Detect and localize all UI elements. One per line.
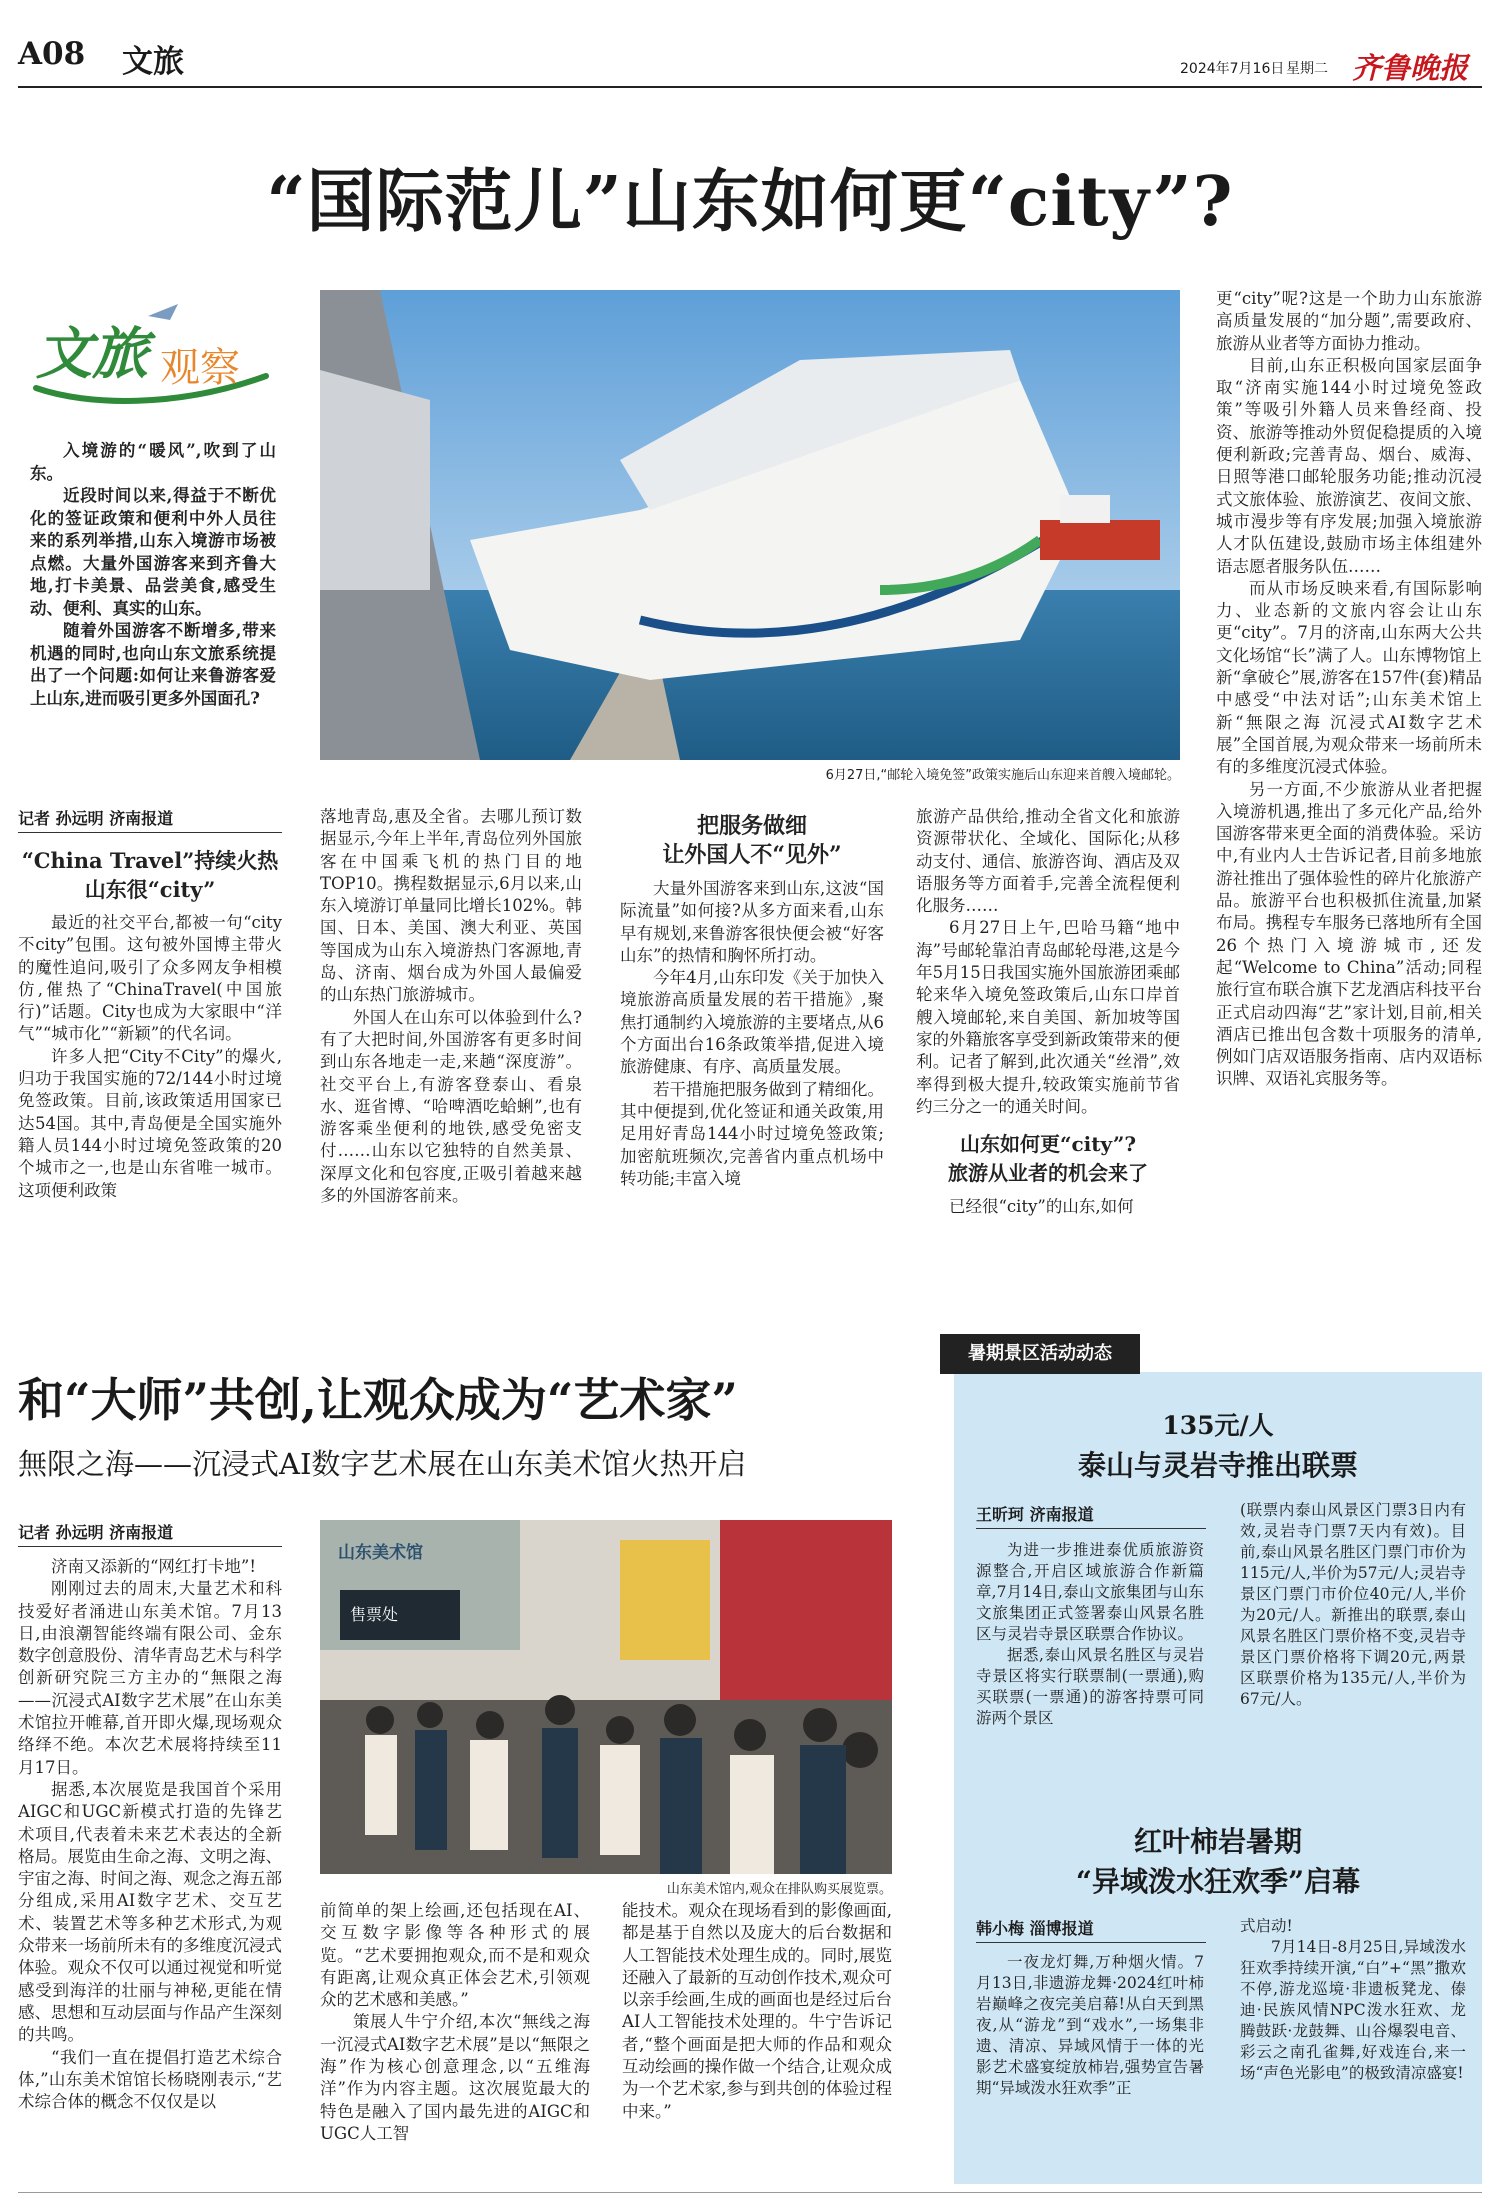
body-paragraph: 据悉,泰山风景名胜区与灵岩寺景区将实行联票制(一票通),购买联票(一票通)的游客持票可同游两个景区: [976, 1646, 1204, 1727]
issue-weekday: 星期二: [1286, 61, 1328, 77]
subhead-service: 把服务做细 让外国人不“见外”: [662, 813, 842, 868]
ticket-office-sign: 售票处: [350, 1605, 399, 1624]
museum-sign-text: 山东美术馆: [338, 1543, 423, 1563]
body-paragraph: 刚刚过去的周末,大量艺术和科技爱好者涌进山东美术馆。7月13日,由浪潮智能终端有限公司、金东数字创意股份、清华青岛艺术与科学创新研究院三方主办的“無限之海——沉浸式AI数字艺术展”在山东美术馆拉开帷幕,首开即火爆,现场观众络绎不绝。本次艺术展将持续至11月17日。: [18, 1579, 282, 1777]
body-paragraph: 能技术。观众在现场看到的影像画面,都是基于自然以及庞大的后台数据和人工智能技术处理生成的。同时,展览还融入了最新的互动创作技术,观众可以亲手绘画,生成的画面也是经过后台AI人工智能技术处理的。牛宁告诉记者,“整个画面是把大师的作品和观众互动绘画的操作做一个结合,让观众成为一个艺术家,参与到共创的体验过程中来。”: [622, 1901, 892, 2121]
article1-headline: “国际范儿”山东如何更“city”?: [266, 162, 1234, 242]
body-paragraph: 落地青岛,惠及全省。去哪儿预订数据显示,今年上半年,青岛位列外国旅客在中国乘飞机的热门目的地TOP10。携程数据显示,6月以来,山东入境游订单量同比增长102%。韩国、日本、美国、澳大利亚、英国等国成为山东入境游热门客源地,青岛、济南、烟台成为外国人最偏爱的山东热门旅游城市。: [320, 807, 582, 1005]
column-logo-text-b: 观察: [160, 345, 240, 391]
subhead-opportunity: 山东如何更“city”? 旅游从业者的机会来了: [948, 1132, 1148, 1186]
body-paragraph: 最近的社交平台,都被一句“city不city”包围。这句被外国博主带火的魔性追问,吸引了众多网友争相模仿,催热了“ChinaTravel(中国旅行)”话题。City也成为大家眼中“洋气”“城市化”“新颖”的代名词。: [18, 913, 282, 1044]
body-paragraph: 据悉,本次展览是我国首个采用AIGC和UGC新模式打造的先锋艺术项目,代表着未来艺术表达的全新格局。展览由生命之海、文明之海、宇宙之海、时间之海、观念之海五部分组成,采用AI数字艺术、交互艺术、装置艺术等多种艺术形式,为观众带来一场前所未有的多维度沉浸式体验。观众不仅可以通过视觉和听觉感受到海洋的壮丽与神秘,更能在情感、思想和互动层面与作品产生深刻的共鸣。: [18, 1779, 282, 2045]
article2-column-3: [622, 1900, 892, 2186]
header-rule: [18, 86, 1482, 88]
body-paragraph: (联票内泰山风景区门票3日内有效,灵岩寺门票7天内有效)。目前,泰山风景名胜区门票门市价为115元/人,半价为57元/人;灵岩寺景区门票门市价位40元/人,半价为20元/人。新推出的联票,泰山风景名胜区门票价格不变,灵岩寺景区门票价格将下调20元,两景区联票价格为135元/人,半价为67元/人。: [1240, 1501, 1466, 1708]
article1-column-1: [18, 840, 282, 1280]
body-paragraph: 目前,山东正积极向国家层面争取“济南实施144小时过境免签政策”等吸引外籍人员来鲁经商、投资、旅游等推动外贸促稳提质的入境便利新政;完善青岛、烟台、威海、日照等港口邮轮服务功能;推动沉浸式文旅体验、旅游演艺、夜间文旅、城市漫步等有序发展;加强入境旅游人才队伍建设,鼓励市场主体组建外语志愿者服务队伍……: [1216, 355, 1482, 576]
lead-paragraph: 随着外国游客不断增多,带来机遇的同时,也向山东文旅系统提出了一个问题:如何让来鲁游客爱上山东,进而吸引更多外国面孔?: [30, 621, 276, 708]
article2-column-1: [18, 1556, 282, 2186]
lead-paragraph: 入境游的“暖风”,吹到了山东。: [30, 441, 276, 483]
sidebar-story2-title-1: 红叶柿岩暑期: [1133, 1825, 1302, 1858]
sidebar-story1-title-2: 泰山与灵岩寺推出联票: [1077, 1449, 1358, 1482]
museum-crowd-image: [320, 1520, 892, 1874]
issue-date: 2024年7月16日: [1180, 61, 1285, 77]
lead-paragraph: 近段时间以来,得益于不断优化的签证政策和便利中外人员往来的系列举措,山东入境游市场被点燃。大量外国游客来到齐鲁大地,打卡美景、品尝美食,感受生动、便利、真实的山东。: [30, 486, 276, 618]
body-paragraph: 7月14日-8月25日,异域泼水狂欢季持续开演,“白”+“黑”撒欢不停,游龙巡境·非遗板凳龙、傣迪·民族风情NPC泼水狂欢、龙腾鼓跃·龙鼓舞、山谷爆裂电音、彩云之南孔雀舞,好戏连台,来一场“声色光影电”的极致清凉盛宴!: [1240, 1938, 1466, 2082]
body-paragraph: 更“city”呢?这是一个助力山东旅游高质量发展的“加分题”,需要政府、旅游从业者等方面协力推动。: [1216, 289, 1482, 353]
section-name: 文旅: [122, 44, 184, 80]
sidebar-story2-title-2: “异域泼水狂欢季”启幕: [1075, 1865, 1361, 1898]
museum-queue-photo: [320, 1520, 892, 1874]
sidebar-story1-title-1: 135元/人: [1162, 1411, 1274, 1440]
article1-column-4: [916, 806, 1180, 1276]
body-paragraph: 为进一步推进泰优质旅游资源整合,开启区域旅游合作新篇章,7月14日,泰山文旅集团与山东文旅集团正式签署泰山风景名胜区与灵岩寺景区联票合作协议。: [976, 1541, 1204, 1643]
sidebar-label: 暑期景区活动动态: [940, 1334, 1140, 1374]
article2-headline: 和“大师”共创,让观众成为“艺术家”: [18, 1373, 738, 1427]
article1-column-3: [620, 806, 884, 1276]
body-paragraph: “我们一直在提倡打造艺术综合体,”山东美术馆馆长杨晓刚表示,“艺术综合体的概念不仅仅是以: [18, 2047, 282, 2112]
sidebar-story2-column-2: [1240, 1916, 1466, 2176]
cruise-ship-photo: [320, 290, 1180, 760]
body-paragraph: 旅游产品供给,推动全省文化和旅游资源带状化、全域化、国际化;从移动支付、通信、旅游咨询、酒店及双语服务等方面着手,完善全流程便利化服务……: [916, 807, 1180, 916]
body-paragraph: 若干措施把服务做到了精细化。其中便提到,优化签证和通关政策,用足用好青岛144小时过境免签政策;加密航班频次,完善省内重点机场中转功能;丰富入境: [620, 1079, 884, 1188]
column-logo-text-a: 文旅: [36, 321, 148, 387]
article1-lead: [30, 440, 276, 770]
sidebar-story1-column-1: [976, 1540, 1204, 1780]
subhead-china-travel: “China Travel”持续火热 山东很“city”: [21, 848, 279, 902]
body-paragraph: 式启动!: [1240, 1917, 1293, 1935]
article2-byline: 记者 孙远明 济南报道: [18, 1520, 282, 1547]
cruise-photo-caption: 6月27日,“邮轮入境免签”政策实施后山东迎来首艘入境邮轮。: [825, 768, 1180, 783]
newspaper-logo: 齐鲁晚报: [1352, 51, 1469, 85]
cruise-ship-image: [320, 290, 1180, 760]
sidebar-story1-column-2: [1240, 1500, 1466, 1790]
body-paragraph: 已经很“city”的山东,如何: [949, 1197, 1134, 1217]
body-paragraph: 许多人把“City不City”的爆火,归功于我国实施的72/144小时过境免签政策。目前,该政策适用国家已达54国。其中,青岛便是全国实施外籍人员144小时过境免签政策的20个城市之一,也是山东省唯一城市。这项便利政策: [18, 1046, 282, 1200]
sidebar-story1-byline: 王昕珂 济南报道: [976, 1502, 1206, 1529]
body-paragraph: 外国人在山东可以体验到什么?有了大把时间,外国游客有更多时间到山东各地走一走,来趟“深度游”。社交平台上,有游客登泰山、看泉水、逛省博、“哈啤酒吃蛤蜊”,也有游客乘坐便利的地铁,感受免密支付……山东以它独特的自然美景、深厚文化和包容度,正吸引着越来越多的外国游客前来。: [320, 1007, 582, 1206]
article1-byline: 记者 孙远明 济南报道: [18, 806, 282, 833]
article2-column-2: [320, 1900, 590, 2186]
article1-column-5: [1216, 288, 1482, 1288]
bottom-rule: [18, 2192, 1482, 2193]
body-paragraph: 一夜龙灯舞,万种烟火情。7月13日,非遗游龙舞·2024红叶柿岩巅峰之夜完美启幕!从白天到黑夜,从“游龙”到“戏水”,一场集非遗、清凉、异域风情于一体的光影艺术盛宴绽放柿岩,强势宣告暑期“异域泼水狂欢季”正: [976, 1953, 1204, 2097]
body-paragraph: 今年4月,山东印发《关于加快入境旅游高质量发展的若干措施》,聚焦打通制约入境旅游的主要堵点,从6个方面出台16条政策举措,促进入境旅游健康、有序、高质量发展。: [620, 968, 884, 1077]
body-paragraph: 而从市场反映来看,有国际影响力、业态新的文旅内容会让山东更“city”。7月的济南,山东两大公共文化场馆“长”满了人。山东博物馆上新“拿破仑”展,游客在157件(套)精品中感受“中法对话”;山东美术馆上新“無限之海 沉浸式AI数字艺术展”全国首展,为观众带来一场前所未有的多维度沉浸式体验。: [1216, 578, 1482, 777]
page-header: [18, 28, 1482, 84]
article2-subheadline: 無限之海——沉浸式AI数字艺术展在山东美术馆火热开启: [18, 1447, 747, 1481]
body-paragraph: 前简单的架上绘画,还包括现在AI、交互数字影像等各种形式的展览。“艺术要拥抱观众,而不是和观众有距离,让观众真正体会艺术,引领观众的艺术感和美感。”: [320, 1901, 590, 2010]
body-paragraph: 大量外国游客来到山东,这波“国际流量”如何接?从多方面来看,山东早有规划,来鲁游客很快便会被“好客山东”的热情和胸怀所打动。: [620, 879, 884, 965]
article1-column-2: [320, 806, 582, 1276]
sidebar-story2-column-1: [976, 1952, 1204, 2172]
museum-photo-caption: 山东美术馆内,观众在排队购买展览票。: [666, 1882, 892, 1897]
body-paragraph: 济南又添新的“网红打卡地”!: [51, 1557, 257, 1576]
body-paragraph: 策展人牛宁介绍,本次“無线之海一沉浸式AI数字艺术展”是以“無限之海”作为核心创意理念,以“五维海洋”作为内容主题。这次展览最大的特色是融入了国内最先进的AIGC和UGC人工智: [320, 2012, 590, 2143]
column-logo: [28, 296, 278, 416]
body-paragraph: 另一方面,不少旅游从业者把握入境游机遇,推出了多元化产品,给外国游客带来更全面的消费体验。采访中,有业内人士告诉记者,目前多地旅游社推出了强体验性的碎片化旅游产品。旅游平台也积极抓住流量,加紧布局。携程专车服务已落地所有全国26个热门入境游城市,还发起“Welcome to China”活动;同程旅行宣布联合旗下艺龙酒店科技平台正式启动四海“艺”家计划,目前,相关酒店已推出包含数十项服务的清单,例如门店双语服务指南、店内双语标识牌、双语礼宾服务等。: [1216, 779, 1482, 1089]
page-number: A08: [18, 36, 86, 72]
sidebar-story2-byline: 韩小梅 淄博报道: [976, 1916, 1206, 1943]
body-paragraph: 6月27日上午,巴哈马籍“地中海”号邮轮靠泊青岛邮轮母港,这是今年5月15日我国实施外国旅游团乘邮轮来华入境免签政策后,山东口岸首艘入境邮轮,来自美国、新加坡等国家的外籍旅客享受到新政策带来的便利。记者了解到,此次通关“丝滑”,效率得到极大提升,较政策实施前节省约三分之一的通关时间。: [916, 918, 1180, 1116]
